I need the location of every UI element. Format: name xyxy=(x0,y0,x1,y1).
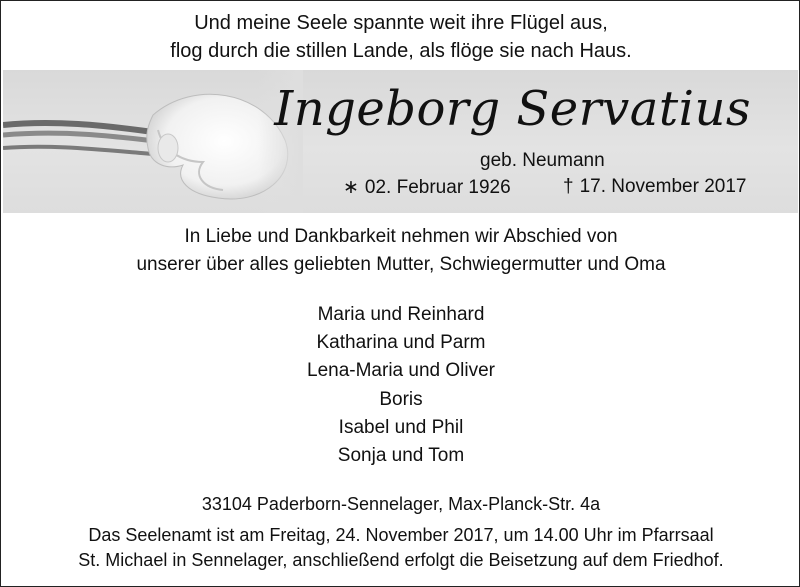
deceased-name: Ingeborg Servatius xyxy=(274,81,751,137)
service-notice xyxy=(1,523,800,573)
farewell-text xyxy=(1,223,800,279)
birth-name: geb. Neumann xyxy=(480,150,605,171)
asterisk-icon: ∗ xyxy=(343,177,359,198)
family-member: Katharina und Parm xyxy=(316,332,486,354)
family-member: Isabel und Phil xyxy=(338,416,464,438)
death-date: 17. November 2017 xyxy=(579,176,747,197)
notice-line: Das Seelenamt ist am Freitag, 24. November 2017, um 14.00 Uhr im Pfarrsaal xyxy=(88,525,714,545)
family-member: Sonja und Tom xyxy=(337,445,465,467)
cross-icon: † xyxy=(563,176,574,197)
poem-line: Und meine Seele spannte weit ihre Flügel aus, xyxy=(194,12,608,34)
poem xyxy=(1,9,800,65)
birth-date: 02. Februar 1926 xyxy=(364,177,511,198)
farewell-line: In Liebe und Dankbarkeit nehmen wir Abschied von xyxy=(184,226,618,247)
family-member: Boris xyxy=(379,388,423,410)
birth-date-group xyxy=(343,176,511,199)
poem-line: flog durch die stillen Lande, als flöge sie nach Haus. xyxy=(170,40,632,62)
family-member: Lena-Maria und Oliver xyxy=(307,360,495,382)
death-date-group xyxy=(563,176,746,198)
calla-lily-image xyxy=(3,70,303,213)
address: 33104 Paderborn-Sennelager, Max-Planck-Str. 4a xyxy=(201,494,601,514)
farewell-line: unserer über alles geliebten Mutter, Schwiegermutter und Oma xyxy=(136,254,666,275)
family-list xyxy=(1,301,800,470)
notice-line: St. Michael in Sennelager, anschließend erfolgt die Beisetzung auf dem Friedhof. xyxy=(78,550,724,570)
family-member: Maria und Reinhard xyxy=(317,304,485,325)
